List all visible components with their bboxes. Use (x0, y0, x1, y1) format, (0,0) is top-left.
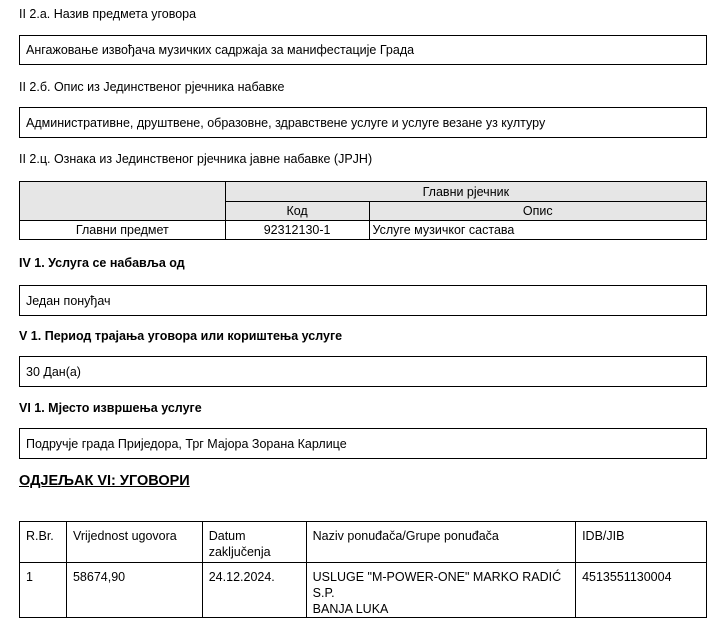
procurement-source-value: Један понуђач (26, 293, 111, 308)
section-2c-label: II 2.ц. Ознака из Јединственог рјечника јавне набавке (ЈРЈН) (19, 152, 373, 166)
execution-place-field (19, 428, 707, 459)
cpv-code-table (19, 181, 707, 240)
header-contract-value: Vrijednost ugovora (66, 522, 202, 563)
header-date-line1: Datum (208, 529, 246, 543)
cpv-row-label: Главни предмет (20, 221, 226, 240)
row-idb-jib: 4513551130004 (576, 563, 707, 618)
cpv-description-field (19, 107, 707, 138)
section-2b-label: II 2.б. Опис из Јединственог рјечника набавке (19, 80, 285, 94)
procurement-source-field (19, 285, 707, 316)
section-vi-title: ОДЈЕЉАК VI: УГОВОРИ (19, 473, 190, 489)
header-idb-jib: IDB/JIB (576, 522, 707, 563)
row-bidder-line1: USLUGE "M-POWER-ONE" MARKO RADIĆ S.P. (312, 570, 562, 600)
header-conclusion-date (202, 522, 306, 563)
cpv-group-header: Главни рјечник (225, 182, 706, 202)
row-contract-value: 58674,90 (66, 563, 202, 618)
cpv-description-value: Административне, друштвене, образовне, здравствене услуге и услуге везане уз културу (26, 115, 546, 130)
cpv-code-value: 92312130-1 (225, 221, 369, 240)
table-row (20, 563, 707, 618)
section-v1-label: V 1. Период трајања уговора или кориштења услуге (19, 329, 343, 343)
contract-subject-field (19, 35, 707, 65)
contract-duration-field (19, 356, 707, 387)
row-bidder-line2: BANJA LUKA (312, 602, 389, 616)
section-vi1-label: VI 1. Мјесто извршења услуге (19, 401, 202, 415)
cpv-empty-corner (20, 182, 226, 221)
cpv-code-header: Код (225, 202, 369, 221)
row-rbr: 1 (20, 563, 67, 618)
contract-duration-value: 30 Дан(а) (26, 364, 81, 379)
section-iv1-label: IV 1. Услуга се набавља од (19, 256, 185, 270)
section-2a-label: II 2.а. Назив предмета уговора (19, 7, 197, 21)
row-bidder-name (306, 563, 575, 618)
cpv-desc-header: Опис (369, 202, 706, 221)
contracts-header-row (20, 522, 707, 563)
cpv-desc-value: Услуге музичког састава (369, 221, 706, 240)
execution-place-value: Подручје града Приједора, Трг Мајора Зорана Карлице (26, 436, 347, 451)
contract-subject-value: Ангажовање извођача музичких садржаја за манифестације Града (26, 43, 415, 57)
header-rbr: R.Br. (20, 522, 67, 563)
contracts-table (19, 521, 707, 618)
row-conclusion-date: 24.12.2024. (202, 563, 306, 618)
header-bidder-name: Naziv ponuđača/Grupe ponuđača (306, 522, 575, 563)
header-date-line2: zaključenja (208, 545, 271, 559)
